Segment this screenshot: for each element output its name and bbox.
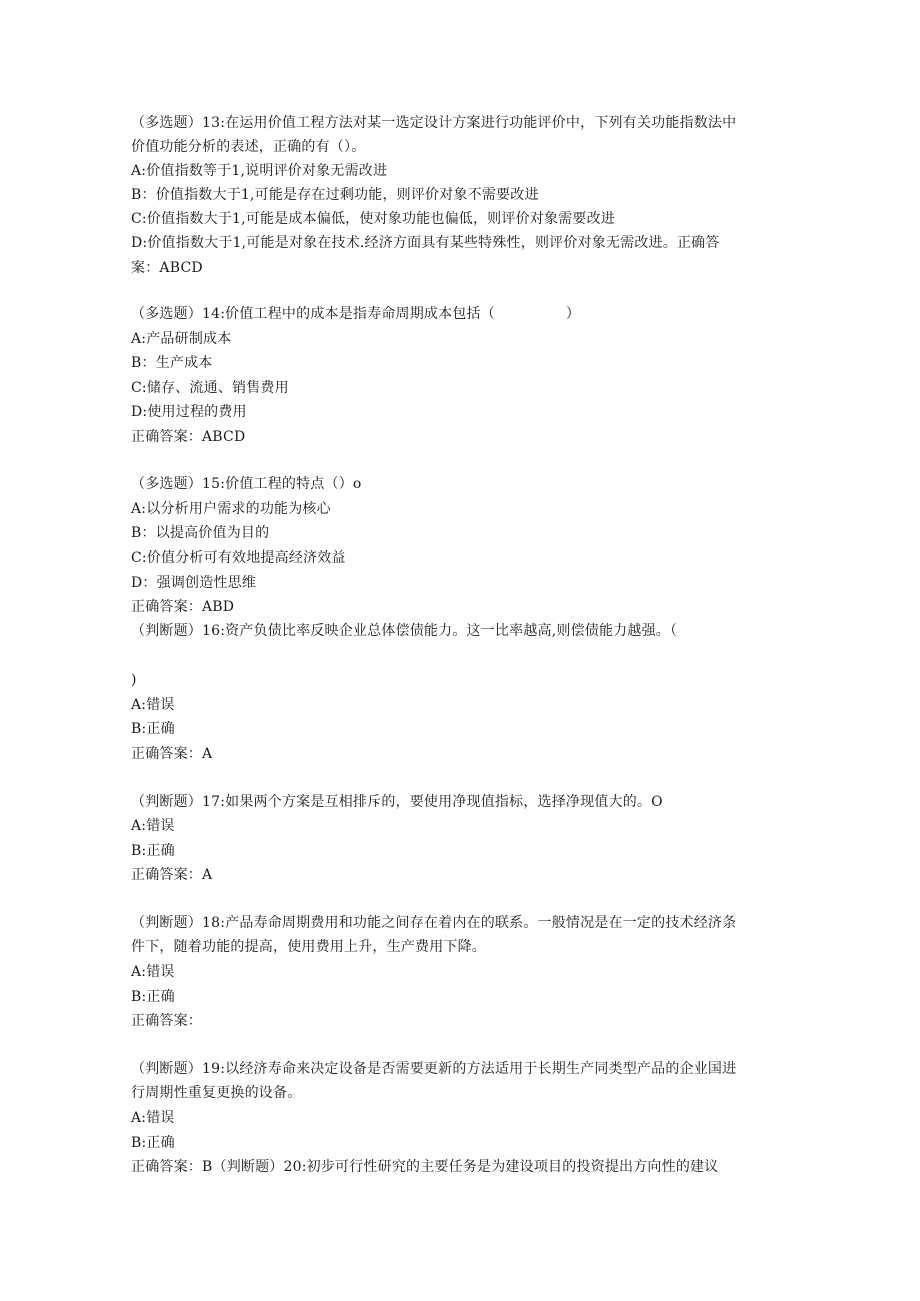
q13-option-b: B：价值指数大于1,可能是存在过剩功能，则评价对象不需要改进 [131,187,539,203]
q18-stem-line2: 件下，随着功能的提高，使用费用上升，生产费用下降。 [131,939,486,955]
q19-answer-and-q20-stem: 正确答案：B（判断题）20:初步可行性研究的主要任务是为建设项目的投资提出方向性的建议 [131,1159,719,1175]
q16-option-b: B:正确 [131,721,175,737]
q19-stem-line2: 行周期性重复更换的设备。 [131,1085,302,1101]
q17-stem: （判断题）17:如果两个方案是互相排斥的，要使用净现值指标，选择净现值大的。O [131,794,663,810]
q18-stem-line1: （判断题）18:产品寿命周期费用和功能之间存在着内在的联系。一般情况是在一定的技术经济条 [131,915,737,931]
q14-option-c: C:储存、流通、销售费用 [131,380,289,396]
q15-option-a: A:以分析用户需求的功能为核心 [131,501,331,517]
q14-answer: 正确答案：ABCD [131,429,246,445]
q16-option-a: A:错误 [131,697,175,713]
q18-answer: 正确答案： [131,1013,202,1029]
q16-stem-line1: （判断题）16:资产负债比率反映企业总体偿债能力。这一比率越高,则偿债能力越强。（ [131,623,678,639]
q16-stem-line2: ) [131,672,137,688]
q15-option-c: C:价值分析可有效地提高经济效益 [131,550,346,566]
q19-option-a: A:错误 [131,1110,175,1126]
q14-option-a: A:产品研制成本 [131,331,232,347]
q17-option-b: B:正确 [131,843,175,859]
q18-option-a: A:错误 [131,964,175,980]
q17-answer: 正确答案：A [131,867,213,883]
q15-stem: （多选题）15:价值工程的特点（）o [131,476,362,492]
q19-option-b: B:正确 [131,1135,175,1151]
q13-option-c: C:价值指数大于1,可能是成本偏低，使对象功能也偏低，则评价对象需要改进 [131,211,615,227]
q13-option-a: A:价值指数等于1,说明评价对象无需改进 [131,163,388,179]
q16-answer: 正确答案：A [131,746,213,762]
q13-answer: 案：ABCD [131,260,203,276]
q15-option-b: B：以提高价值为目的 [131,525,270,541]
q14-option-d: D:使用过程的费用 [131,404,247,420]
q13-stem-line2: 价值功能分析的表述，正确的有（）。 [131,139,366,155]
q13-stem-line1: （多选题）13:在运用价值工程方法对某一选定设计方案进行功能评价中，下列有关功能指数法中 [131,115,737,131]
q14-option-b: B：生产成本 [131,355,213,371]
q17-option-a: A:错误 [131,818,175,834]
q15-option-d: D：强调创造性思维 [131,575,257,591]
q13-option-d: D:价值指数大于1,可能是对象在技术.经济方面具有某些特殊性，则评价对象无需改进。正确答 [131,235,720,251]
q19-stem-line1: （判断题）19:以经济寿命来决定设备是否需要更新的方法适用于长期生产同类型产品的企业国进 [131,1061,737,1077]
q15-answer: 正确答案：ABD [131,599,235,615]
q14-stem: （多选题）14:价值工程中的成本是指寿命周期成本包括（ ） [131,306,581,322]
q18-option-b: B:正确 [131,989,175,1005]
